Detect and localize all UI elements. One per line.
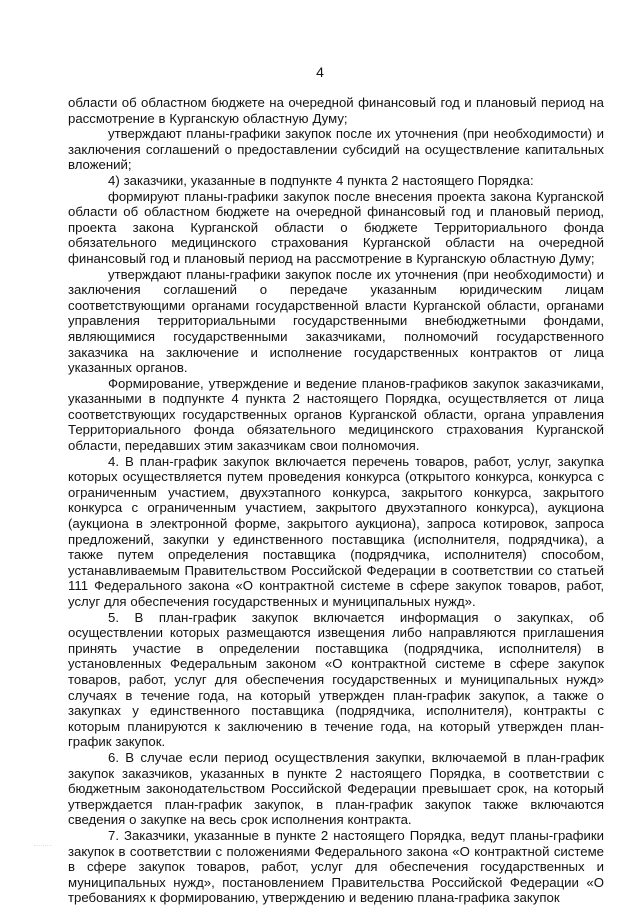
page-number: 4 xyxy=(316,64,324,80)
paragraph: Формирование, утверждение и ведение планов-графиков закупок заказчиками, указанными в подпункте 4 пункта 2 настоящего Порядка, осуществляется от лица соответствующих государственных органов Курганской области, органа управления Территориального фонда обязательного медицинского страхования Курганской области, передавших этим заказчикам свои полномочия. xyxy=(68,375,604,454)
scan-margin-mark xyxy=(34,845,52,852)
document-body xyxy=(68,95,604,906)
paragraph-item-4: 4. В план-график закупок включается перечень товаров, работ, услуг, закупка которых осуществляется путем проведения конкурса (открытого конкурса, конкурса с ограниченным участием, двухэтапного конкурса, закрытого конкурса, закрытого конкурса с ограниченным участием, закрытого двухэтапного конкурса), аукциона (аукциона в электронной форме, закрытого аукциона), запроса котировок, запроса предложений, закупки у единственного поставщика (исполнителя, подрядчика), а также путем определения поставщика (подрядчика, исполнителя) способом, устанавливаемым Правительством Российской Федерации в соответствии со статьей 111 Федерального закона «О контрактной системе в сфере закупок товаров, работ, услуг для обеспечения государственных и муниципальных нужд». xyxy=(68,453,604,609)
paragraph-subitem-4: 4) заказчики, указанные в подпункте 4 пункта 2 настоящего Порядка: xyxy=(108,172,534,188)
paragraph: формируют планы-графики закупок после внесения проекта закона Курганской области об областном бюджете на очередной финансовый год и плановый период, проекта закона Курганской области о бюджете Территориального фонда обязательного медицинского страхования Курганской области на очередной финансовый год и плановый период на рассмотрение в Курганскую областную Думу; xyxy=(68,188,604,266)
paragraph-item-5: 5. В план-график закупок включается информация о закупках, об осуществлении которых размещаются извещения либо направляются приглашения принять участие в определении поставщика (подрядчика, исполнителя) в установленных Федеральным законом «О контрактной системе в сфере закупок товаров, работ, услуг для обеспечения государственных и муниципальных нужд» случаях в течение года, на который утвержден план-график закупок, а также о закупках у единственного поставщика (подрядчика, исполнителя), контракты с которым планируются к заключению в течение года, на который утвержден план-график закупок. xyxy=(68,609,604,750)
paragraph-continuation: области об областном бюджете на очередной финансовый год и плановый период на рассмотрение в Курганскую областную Думу; xyxy=(68,95,604,126)
paragraph-item-7: 7. Заказчики, указанные в пункте 2 настоящего Порядка, ведут планы-графики закупок в соответствии с положениями Федерального закона «О контрактной системе в сфере закупок товаров, работ, услуг для обеспечения государственных и муниципальных нужд», постановлением Правительства Российской Федерации «О требованиях к формированию, утверждению и ведению плана-графика закупок xyxy=(68,827,604,906)
paragraph: утверждают планы-графики закупок после их уточнения (при необходимости) и заключения соглашений о предоставлении субсидий на осуществление капитальных вложений; xyxy=(68,126,604,173)
paragraph: утверждают планы-графики закупок после их уточнения (при необходимости) и заключения соглашений о передаче указанным юридическим лицам соответствующими органами государственной власти Курганской области, органами управления территориальными государственными внебюджетными фондами, являющимися государственными заказчиками, полномочий государственного заказчика на заключение и исполнение государственных контрактов от лица указанных органов. xyxy=(68,266,604,376)
paragraph-item-6: 6. В случае если период осуществления закупки, включаемой в план-график закупок заказчиков, указанных в пункте 2 настоящего Порядка, в соответствии с бюджетным законодательством Российской Федерации превышает срок, на который утверждается план-график закупок, в план-график закупок также включаются сведения о закупке на весь срок исполнения контракта. xyxy=(68,749,604,828)
